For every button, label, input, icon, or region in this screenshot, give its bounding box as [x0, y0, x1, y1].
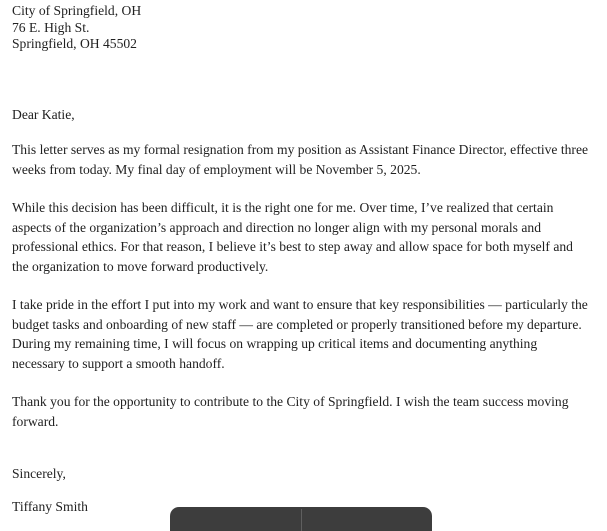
- resignation-letter-document: [12, 3, 592, 516]
- sender-address-line: Springfield, OH 45502: [12, 36, 137, 51]
- sender-address-line: City of Springfield, OH: [12, 3, 142, 18]
- sender-address-line: 76 E. High St.: [12, 19, 90, 35]
- letter-paragraph: While this decision has been difficult, it is the right one for me. Over time, I’ve realized that certain aspects of the organization’s approach and direction no longer align with my personal morals and professional ethics. For that reason, I believe it’s best to step away and allow space for both myself and the organization to move forward productively.: [12, 200, 573, 274]
- signature-name: Tiffany Smith: [12, 498, 88, 514]
- sender-address-block: [12, 3, 592, 53]
- letter-paragraph: I take pride in the effort I put into my work and want to ensure that key responsibilities — particularly the budget tasks and onboarding of new staff — are completed or properly transitioned before my departure. During my remaining time, I will focus on wrapping up critical items and documenting anything necessary to support a smooth handoff.: [12, 297, 588, 371]
- salutation: Dear Katie,: [12, 106, 75, 122]
- letter-paragraph: This letter serves as my formal resignation from my position as Assistant Finance Director, effective three weeks from today. My final day of employment will be November 5, 2025.: [12, 142, 589, 177]
- floating-toolbar[interactable]: [170, 507, 432, 531]
- letter-paragraph: Thank you for the opportunity to contribute to the City of Springfield. I wish the team success moving forward.: [12, 394, 569, 429]
- closing: Sincerely,: [12, 466, 66, 481]
- toolbar-divider: [301, 509, 302, 531]
